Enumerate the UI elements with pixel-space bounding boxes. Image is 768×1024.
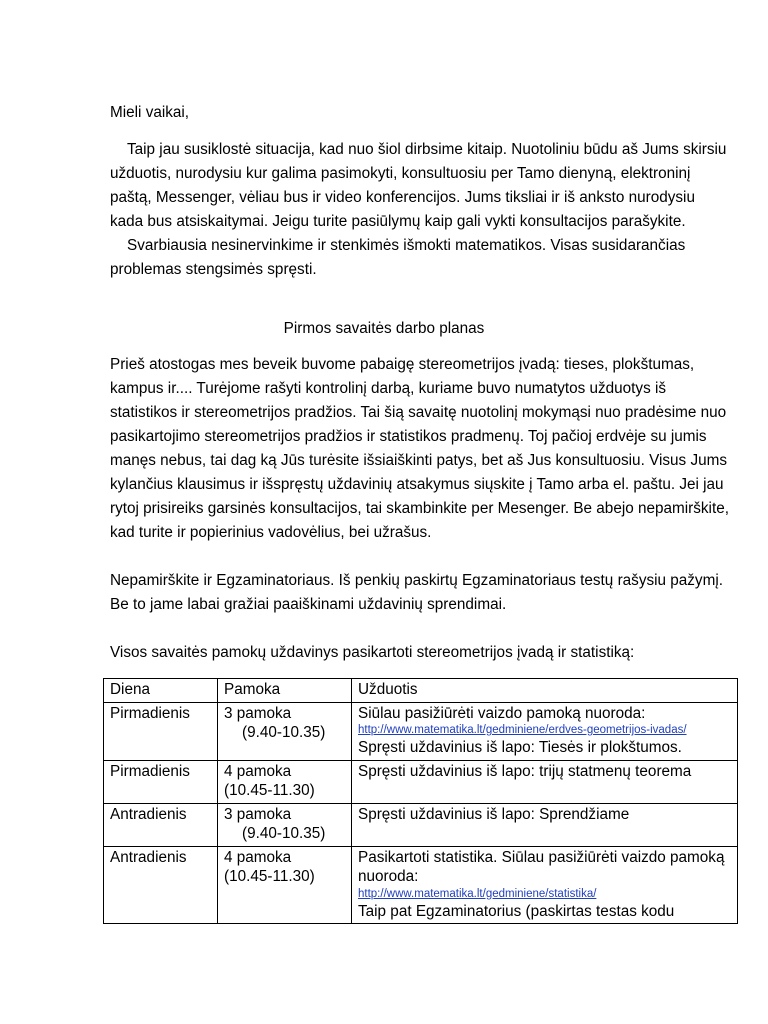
schedule-table	[103, 678, 738, 924]
greeting: Mieli vaikai,	[110, 104, 190, 121]
task-text: Spręsti uždavinius iš lapo: Sprendžiame	[358, 805, 630, 823]
video-lesson-link[interactable]: http://www.matematika.lt/gedminiene/statistika/	[358, 887, 597, 900]
table-row	[104, 846, 738, 924]
table-row	[104, 803, 738, 846]
task-text: Pasikartoti statistika. Siūlau pasižiūrėti vaizdo pamoką nuoroda:	[358, 848, 725, 885]
pamoka-time: (9.40-10.35)	[242, 825, 326, 842]
cell-uzduotis	[352, 760, 738, 803]
paragraph-context: Prieš atostogas mes beveik buvome pabaigę stereometrijos įvadą: tieses, plokštumas, kampus ir.... Turėjome rašyti kontrolinį darbą, kuriame buvo numatytos užduotys iš statistikos ir stereometrijos pradžios. Tai šią savaitę nuotolinį mokymąsi nuo pradėsime nuo pasikartojimo stereometrijos pradžios ir statistikos pradmenų. Toj pačioj erdvėje su jumis manęs nebus, tai dag ką Jūs turėsite išsiaiškinti patys, bet aš Jus konsultuosiu. Visus Jums kylančius klausimus ir išspręstų uždavinių atsakymus siųskite į Tamo arba el. paštu. Jei jau rytoj prisireiks garsinės konsultacijos, tai skambinkite per Mesenger. Be abejo nepamirškite, kad turite ir popierinius vadovėlius, bei užrašus.	[110, 356, 729, 541]
pamoka-label: 3 pamoka	[224, 704, 292, 722]
cell-uzduotis	[352, 803, 738, 846]
table-row	[104, 702, 738, 760]
intro-paragraph-2: Svarbiausia nesinervinkime ir stenkimės išmokti matematikos. Visas susidarančias problemas stengsimės spręsti.	[110, 237, 690, 278]
cell-diena: Pirmadienis	[104, 760, 218, 803]
pamoka-label: 4 pamoka	[224, 762, 292, 780]
pamoka-label: 4 pamoka	[224, 848, 292, 866]
task-text-followup: Taip pat Egzaminatorius (paskirtas testas kodu	[358, 902, 675, 920]
table-header-row	[104, 679, 738, 703]
cell-pamoka	[218, 803, 352, 846]
task-text: Spręsti uždavinius iš lapo: trijų statmenų teorema	[358, 762, 692, 780]
paragraph-week-task: Visos savaitės pamokų uždavinys pasikartoti stereometrijos įvadą ir statistiką:	[110, 644, 635, 661]
header-uzduotis: Užduotis	[352, 679, 738, 703]
section-title: Pirmos savaitės darbo planas	[283, 320, 485, 337]
header-pamoka: Pamoka	[218, 679, 352, 703]
cell-pamoka	[218, 846, 352, 924]
pamoka-label: 3 pamoka	[224, 805, 292, 823]
intro-block	[110, 138, 730, 282]
cell-pamoka	[218, 760, 352, 803]
pamoka-time: (10.45-11.30)	[224, 782, 315, 799]
task-text-followup: Spręsti uždavinius iš lapo: Tiesės ir plokštumos.	[358, 739, 682, 756]
task-text: Siūlau pasižiūrėti vaizdo pamoką nuoroda:	[358, 704, 646, 722]
header-diena: Diena	[104, 679, 218, 703]
table-row	[104, 760, 738, 803]
video-lesson-link[interactable]: http://www.matematika.lt/gedminiene/erdves-geometrijos-ivadas/	[358, 724, 687, 736]
intro-paragraph: Taip jau susiklostė situacija, kad nuo šiol dirbsime kitaip. Nuotoliniu būdu aš Jums skirsiu užduotis, nurodysiu kur galima pasimokyti, konsultuosiu per Tamo dienyną, elektroninį paštą, Messenger, vėliau bus ir video konferencijos. Jums tiksliai ir iš anksto nurodysiu kada bus atsiskaitymai. Jeigu turite pasiūlymų kaip gali vykti konsultacijos parašykite.	[110, 141, 731, 230]
cell-uzduotis	[352, 846, 738, 924]
cell-diena: Antradienis	[104, 846, 218, 924]
cell-uzduotis	[352, 702, 738, 760]
cell-diena: Antradienis	[104, 803, 218, 846]
pamoka-time: (9.40-10.35)	[242, 724, 326, 741]
cell-pamoka	[218, 702, 352, 760]
paragraph-egzaminatorius: Nepamirškite ir Egzaminatoriaus. Iš penkių paskirtų Egzaminatoriaus testų rašysiu pažymį. Be to jame labai gražiai paaiškinami uždavinių sprendimai.	[110, 572, 723, 613]
cell-diena: Pirmadienis	[104, 702, 218, 760]
pamoka-time: (10.45-11.30)	[224, 868, 315, 885]
